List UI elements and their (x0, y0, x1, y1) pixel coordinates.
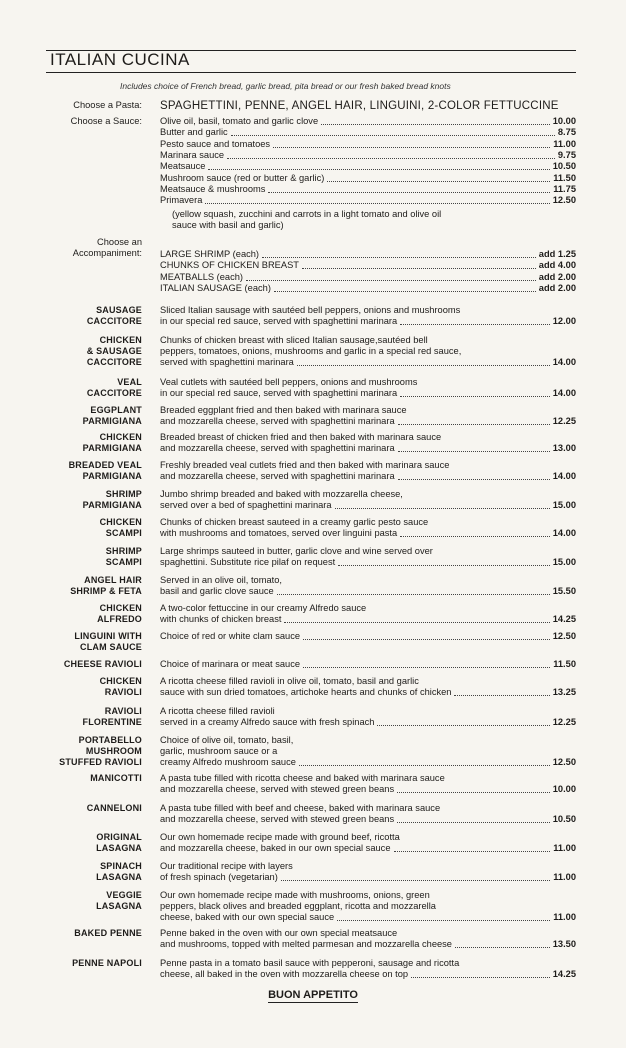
dish-description-line: A ricotta cheese filled ravioli in olive oil, tomato, basil and garlic (160, 676, 419, 686)
dish-name-line: ORIGINAL (96, 832, 142, 842)
accompaniment-price: add 4.00 (538, 260, 576, 271)
dish-name (40, 517, 142, 539)
dish-price-line (160, 416, 576, 427)
dish-name-line: MUSHROOM (85, 746, 142, 756)
dish-price-line (160, 388, 576, 399)
dish-description-line: Choice of red or white clam sauce (160, 631, 301, 641)
leader-dots (274, 290, 536, 292)
leader-dots (262, 256, 536, 258)
dish-description-line: creamy Alfredo mushroom sauce (160, 757, 296, 767)
dish-name-line: PENNE NAPOLI (72, 958, 142, 968)
footer-text: BUON APPETITO (268, 989, 358, 1001)
dish-price: 12.25 (552, 717, 576, 727)
dish-name (40, 861, 142, 883)
sauce-price: 11.00 (553, 138, 576, 149)
dish-description (160, 890, 576, 923)
sauce-row (160, 127, 576, 138)
dish-description-line: Choice of marinara or meat sauce (160, 659, 301, 669)
dish-price-line (160, 872, 576, 883)
dish-description-line: Our traditional recipe with layers (160, 861, 293, 871)
dish-description-line: Breaded eggplant fried and then baked with marinara sauce (160, 405, 407, 415)
dish-description (160, 603, 576, 625)
dish-name-line: CHICKEN (99, 676, 142, 686)
dish-description (160, 460, 576, 482)
dish-name-line: STUFFED RAVIOLI (59, 757, 142, 767)
dish-price: 12.00 (552, 316, 576, 326)
dish-name-line: SPINACH (100, 861, 142, 871)
dish-description-line: Veal cutlets with sautéed bell peppers, onions and mushrooms (160, 377, 418, 387)
dish-description-line: Chunks of chicken breast with sliced Italian sausage,sautéed bell (160, 335, 428, 345)
dish-description-line: and mozzarella cheese, served with spaghettini marinara (160, 471, 395, 481)
dish-description-line: Served in an olive oil, tomato, (160, 575, 282, 585)
leader-dots (299, 765, 550, 766)
sauce-name: Butter and garlic (160, 127, 228, 138)
dish-price: 14.00 (552, 471, 576, 481)
dish-name (40, 890, 142, 912)
leader-dots (273, 146, 550, 148)
dish-price: 10.00 (552, 784, 576, 794)
accompaniment-price: add 1.25 (538, 249, 576, 259)
dish-name-line: ALFREDO (97, 614, 142, 624)
dish-name-line: RAVIOLI (104, 687, 142, 697)
dish-description-line: served in a creamy Alfredo sauce with fresh spinach (160, 717, 375, 727)
dish-price: 14.00 (552, 528, 576, 538)
dish-name-line: CACCITORE (86, 316, 142, 326)
dish-description (160, 631, 576, 642)
footer (0, 989, 626, 1001)
dish-description (160, 335, 576, 368)
dish-price: 14.25 (552, 969, 576, 979)
dish-description (160, 773, 576, 795)
dish-description-line: of fresh spinach (vegetarian) (160, 872, 278, 882)
leader-dots (231, 134, 555, 136)
accompaniment-row (160, 260, 576, 271)
dish-description-line: Large shrimps sauteed in butter, garlic clove and wine served over (160, 546, 433, 556)
dish-price-line (160, 814, 576, 825)
leader-dots (400, 536, 550, 537)
dish-description-line: garlic, mushroom sauce or a (160, 746, 278, 756)
dish-name-line: & SAUSAGE (86, 346, 142, 356)
dish-price-line (160, 631, 576, 642)
dish-name-line: CHICKEN (99, 603, 142, 613)
dish-description-line: A pasta tube filled with ricotta cheese and baked with marinara sauce (160, 773, 445, 783)
leader-dots (398, 451, 550, 452)
leader-dots (394, 851, 551, 852)
dish-name (40, 377, 142, 399)
dish-description (160, 432, 576, 454)
leader-dots (208, 168, 549, 170)
leader-dots (397, 792, 550, 793)
dish-name-line: PARMIGIANA (82, 471, 142, 481)
leader-dots (205, 202, 549, 204)
sauce-price: 10.50 (552, 161, 576, 172)
dish-description-line: Sliced Italian sausage with sautéed bell peppers, onions and mushrooms (160, 305, 461, 315)
dish-name-line: SHRIMP & FETA (70, 586, 142, 596)
dish-name (40, 958, 142, 969)
dish-description (160, 803, 576, 825)
dish-price-line (160, 528, 576, 539)
dish-name (40, 706, 142, 728)
dish-price: 14.00 (552, 357, 576, 367)
sauce-name: Olive oil, basil, tomato and garlic clove (160, 116, 319, 126)
dish-description-line: Chunks of chicken breast sauteed in a creamy garlic pesto sauce (160, 517, 429, 527)
dish-name (40, 575, 142, 597)
dish-description (160, 928, 576, 950)
dish-name-line: ANGEL HAIR (84, 575, 142, 585)
sauce-row (160, 150, 576, 161)
dish-name-line: PARMIGIANA (82, 443, 142, 453)
dish-price: 13.25 (552, 687, 576, 697)
dish-description (160, 832, 576, 854)
leader-dots (321, 123, 550, 125)
dish-name (40, 676, 142, 698)
dish-name-line: EGGPLANT (90, 405, 142, 415)
dish-price-line (160, 586, 576, 597)
leader-dots (338, 565, 550, 566)
dish-price-line (160, 614, 576, 625)
accompaniment-label-line: Choose an (97, 237, 142, 247)
dish-price: 15.00 (552, 557, 576, 567)
accompaniment-label-line: Accompaniment: (72, 248, 142, 258)
dish-description (160, 517, 576, 539)
accompaniment-name: MEATBALLS (each) (160, 271, 244, 282)
sauce-price: 10.00 (552, 116, 576, 126)
leader-dots (297, 365, 550, 366)
dish-name (40, 405, 142, 427)
dish-description-line: A pasta tube filled with beef and cheese, baked with marinara sauce (160, 803, 441, 813)
sauce-row (160, 139, 576, 150)
dish-name (40, 803, 142, 814)
dish-description (160, 659, 576, 670)
dish-description (160, 575, 576, 597)
dish-price-line (160, 500, 576, 511)
dish-name-line: PORTABELLO (78, 735, 142, 745)
pasta-label: Choose a Pasta: (73, 100, 142, 110)
dish-name-line: LASAGNA (96, 901, 142, 911)
dish-name-line: BAKED PENNE (74, 928, 142, 938)
dish-description-line: Freshly breaded veal cutlets fried and then baked with marinara sauce (160, 460, 450, 470)
sauce-row (160, 161, 576, 172)
sauce-row (160, 184, 576, 195)
leader-dots (284, 622, 549, 623)
dish-name (40, 305, 142, 327)
dish-name-line: VEAL (117, 377, 142, 387)
dish-name (40, 460, 142, 482)
dish-price: 14.25 (552, 614, 576, 624)
sauce-name: Primavera (160, 195, 203, 206)
dish-price-line (160, 843, 576, 854)
dish-description (160, 489, 576, 511)
dish-name-line: CLAM SAUCE (80, 642, 142, 652)
dish-description-line: Jumbo shrimp breaded and baked with mozzarella cheese, (160, 489, 403, 499)
dish-description-line: basil and garlic clove sauce (160, 586, 274, 596)
dish-name-line: SAUSAGE (96, 305, 142, 315)
dish-name (40, 773, 142, 784)
dish-description-line: in our special red sauce, served with spaghettini marinara (160, 316, 398, 326)
dish-description-line: Penne pasta in a tomato basil sauce with pepperoni, sausage and ricotta (160, 958, 460, 968)
dish-price-line (160, 969, 576, 980)
dish-price-line (160, 443, 576, 454)
primavera-note: (yellow squash, zucchini and carrots in a light tomato and olive oil (172, 209, 442, 219)
accompaniment-name: CHUNKS OF CHICKEN BREAST (160, 260, 299, 271)
dish-price-line (160, 316, 576, 327)
dish-description-line: Penne baked in the oven with our own special meatsauce (160, 928, 398, 938)
dish-name (40, 928, 142, 939)
dish-price: 13.50 (552, 939, 576, 949)
dish-name-line: MANICOTTI (90, 773, 142, 783)
dish-name-line: PARMIGIANA (82, 416, 142, 426)
leader-dots (335, 508, 550, 509)
sauce-row (160, 116, 576, 127)
dish-price: 15.00 (552, 500, 576, 510)
dish-name-line: CACCITORE (86, 357, 142, 367)
dish-name (40, 631, 142, 653)
accompaniment-name: ITALIAN SAUSAGE (each) (160, 282, 271, 293)
leader-dots (337, 920, 550, 921)
dish-name-line: SHRIMP (105, 546, 142, 556)
dish-description-line: peppers, tomatoes, onions, mushrooms and garlic in a special red sauce, (160, 346, 462, 356)
sauce-price: 9.75 (557, 149, 576, 160)
dish-price: 15.50 (552, 586, 576, 596)
leader-dots (454, 695, 549, 696)
leader-dots (303, 639, 550, 640)
dish-name (40, 603, 142, 625)
dish-description-line: Choice of olive oil, tomato, basil, (160, 735, 294, 745)
leader-dots (455, 947, 550, 948)
dish-description-line: and mushrooms, topped with melted parmesan and mozzarella cheese (160, 939, 452, 949)
sauce-price: 11.75 (553, 183, 576, 194)
page-title: ITALIAN CUCINA (50, 50, 190, 69)
dish-description (160, 861, 576, 883)
dish-description (160, 305, 576, 327)
sauce-row (160, 195, 576, 206)
dish-description-line: spaghettini. Substitute rice pilaf on request (160, 557, 336, 567)
sauce-name: Pesto sauce and tomatoes (160, 138, 271, 149)
dish-price-line (160, 717, 576, 728)
dish-name (40, 735, 142, 768)
dish-price-line (160, 557, 576, 568)
accompaniment-price: add 2.00 (538, 271, 576, 282)
dish-name (40, 546, 142, 568)
dish-description (160, 676, 576, 698)
leader-dots (303, 667, 550, 668)
dish-description-line: Our own homemade recipe made with ground beef, ricotta (160, 832, 400, 842)
accompaniment-label (40, 237, 142, 259)
bread-note: Includes choice of French bread, garlic bread, pita bread or our fresh baked bread knots (120, 81, 451, 91)
leader-dots (227, 157, 555, 159)
leader-dots (277, 594, 550, 595)
dish-description-line: and mozzarella cheese, baked in our own special sauce (160, 843, 391, 853)
dish-price-line (160, 471, 576, 482)
dish-name-line: RAVIOLI (104, 706, 142, 716)
dish-price-line (160, 659, 576, 670)
accompaniment-row (160, 272, 576, 283)
dish-name-line: PARMIGIANA (82, 500, 142, 510)
dish-name-line: CHEESE RAVIOLI (63, 659, 142, 669)
leader-dots (377, 725, 549, 726)
leader-dots (281, 880, 550, 881)
sauce-name: Meatsauce & mushrooms (160, 183, 266, 194)
dish-description-line: and mozzarella cheese, served with stewed green beans (160, 784, 395, 794)
dish-description-line: with mushrooms and tomatoes, served over linguini pasta (160, 528, 398, 538)
dish-name-line: LINGUINI WITH (74, 631, 142, 641)
dish-description-line: and mozzarella cheese, served with spaghettini marinara (160, 443, 395, 453)
title-rule (46, 72, 576, 73)
dish-description (160, 405, 576, 427)
dish-name (40, 659, 142, 670)
dish-price: 11.00 (553, 843, 576, 853)
dish-price-line (160, 912, 576, 923)
dish-name (40, 489, 142, 511)
dish-price-line (160, 357, 576, 368)
dish-description-line: and mozzarella cheese, served with stewed green beans (160, 814, 395, 824)
dish-price-line (160, 757, 576, 768)
accompaniment-name: LARGE SHRIMP (each) (160, 249, 260, 259)
dish-name (40, 432, 142, 454)
dish-name-line: LASAGNA (96, 843, 142, 853)
primavera-note: sauce with basil and garlic) (172, 220, 284, 230)
sauce-price: 12.50 (552, 195, 576, 206)
accompaniment-price: add 2.00 (538, 282, 576, 293)
sauce-name: Mushroom sauce (red or butter & garlic) (160, 172, 325, 183)
dish-name-line: SCAMPI (105, 557, 142, 567)
dish-name-line: SHRIMP (105, 489, 142, 499)
sauce-price: 11.50 (553, 172, 576, 183)
dish-name (40, 832, 142, 854)
dish-description-line: A two-color fettuccine in our creamy Alfredo sauce (160, 603, 367, 613)
dish-name-line: CANNELONI (86, 803, 142, 813)
dish-description-line: Our own homemade recipe made with mushrooms, onions, green (160, 890, 430, 900)
dish-description-line: served with spaghettini marinara (160, 357, 294, 367)
dish-name-line: CHICKEN (99, 517, 142, 527)
dish-name-line: LASAGNA (96, 872, 142, 882)
dish-description-line: with chunks of chicken breast (160, 614, 282, 624)
dish-description (160, 377, 576, 399)
accompaniment-row (160, 249, 576, 260)
dish-name-line: VEGGIE (106, 890, 142, 900)
dish-price: 11.50 (553, 659, 576, 669)
dish-name-line: SCAMPI (105, 528, 142, 538)
dish-description-line: A ricotta cheese filled ravioli (160, 706, 275, 716)
dish-description (160, 546, 576, 568)
dish-price: 11.00 (553, 872, 576, 882)
dish-price: 13.00 (552, 443, 576, 453)
dish-price: 12.50 (552, 757, 576, 767)
dish-name (40, 335, 142, 368)
dish-price: 11.00 (553, 912, 576, 922)
dish-description-line: served over a bed of spaghettini marinara (160, 500, 332, 510)
leader-dots (268, 191, 550, 193)
dish-name-line: CHICKEN (99, 335, 142, 345)
leader-dots (398, 479, 550, 480)
sauce-label: Choose a Sauce: (70, 116, 142, 126)
dish-price-line (160, 687, 576, 698)
accompaniment-row (160, 283, 576, 294)
dish-description-line: in our special red sauce, served with spaghettini marinara (160, 388, 398, 398)
pasta-options: SPAGHETTINI, PENNE, ANGEL HAIR, LINGUINI, 2-COLOR FETTUCCINE (160, 100, 559, 112)
dish-description (160, 706, 576, 728)
dish-price: 12.50 (552, 631, 576, 641)
leader-dots (411, 977, 550, 978)
dish-price: 14.00 (552, 388, 576, 398)
dish-description-line: sauce with sun dried tomatoes, artichoke hearts and chunks of chicken (160, 687, 452, 697)
dish-name-line: CACCITORE (86, 388, 142, 398)
dish-description (160, 958, 576, 980)
leader-dots (397, 822, 550, 823)
dish-description-line: peppers, black olives and breaded eggplant, ricotta and mozzarella (160, 901, 436, 911)
dish-name-line: CHICKEN (99, 432, 142, 442)
dish-price-line (160, 784, 576, 795)
leader-dots (400, 396, 550, 397)
dish-price: 10.50 (552, 814, 576, 824)
dish-name-line: FLORENTINE (82, 717, 142, 727)
dish-name-line: BREADED VEAL (68, 460, 142, 470)
dish-description (160, 735, 576, 768)
sauce-row (160, 173, 576, 184)
sauce-price: 8.75 (557, 127, 576, 138)
leader-dots (246, 279, 536, 281)
dish-description-line: and mozzarella cheese, served with spaghettini marinara (160, 416, 395, 426)
sauce-name: Meatsauce (160, 161, 206, 172)
dish-description-line: Breaded breast of chicken fried and then baked with marinara sauce (160, 432, 442, 442)
dish-price: 12.25 (552, 416, 576, 426)
leader-dots (398, 424, 550, 425)
dish-description-line: cheese, baked with our own special sauce (160, 912, 335, 922)
leader-dots (302, 267, 536, 269)
dish-description-line: cheese, all baked in the oven with mozzarella cheese on top (160, 969, 409, 979)
leader-dots (327, 180, 550, 182)
sauce-name: Marinara sauce (160, 149, 225, 160)
leader-dots (400, 324, 550, 325)
dish-price-line (160, 939, 576, 950)
